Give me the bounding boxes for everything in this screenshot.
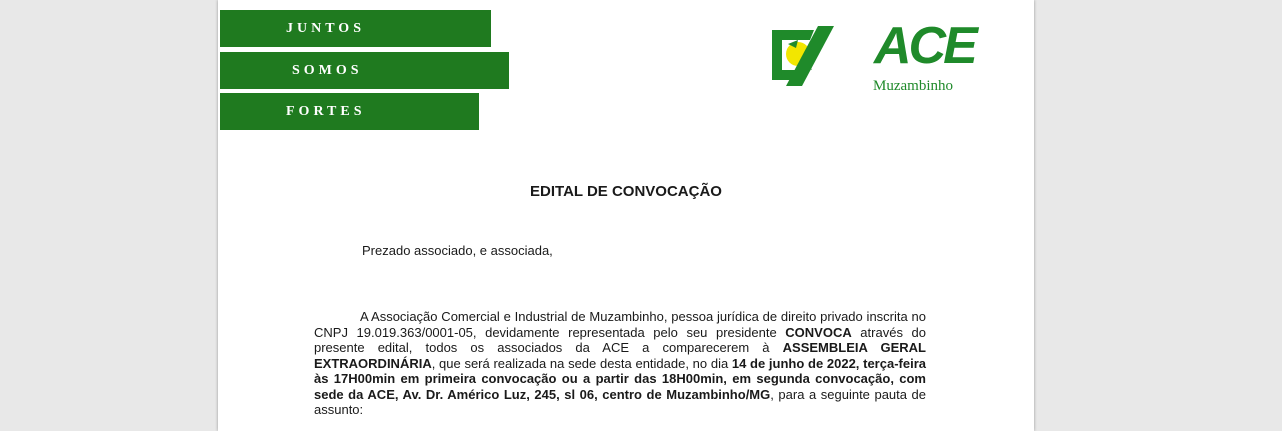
- ace-logo: [772, 17, 982, 108]
- banner-label: JUNTOS: [286, 21, 365, 36]
- banner-juntos: [220, 10, 491, 47]
- document-title: EDITAL DE CONVOCAÇÃO: [530, 183, 722, 200]
- banner-somos: [220, 52, 509, 89]
- body-paragraph: [314, 309, 926, 418]
- bold-run: ASSEMBLEIA GERAL EXTRAORDINÁRIA: [314, 340, 927, 371]
- bold-run: CONVOCA: [785, 324, 852, 340]
- bold-run: 14 de junho de 2022, terça-feira às 17H00min em primeira convocação ou a partir das 18H00min, em segunda convocação, com sede da ACE, Av. Dr. Américo Luz, 245, sl 06, centro de Muzambinho/MG: [314, 355, 926, 402]
- text-run: , para a seguinte pauta de assunto:: [314, 386, 926, 417]
- text-run: A Associação Comercial e Industrial de Muzambinho, pessoa jurídica de direito privado inscrita no CNPJ 19.019.363/0001-05, devidamente representada pelo seu presidente: [314, 309, 926, 340]
- text-run: através do presente edital, todos os associados da ACE a comparecerem à: [314, 324, 926, 355]
- logo-wordmark: ACE: [874, 17, 975, 75]
- banner-label: FORTES: [286, 104, 366, 119]
- text-run: , que será realizada na sede desta entidade, no dia: [431, 355, 732, 371]
- banner-label: SOMOS: [292, 63, 363, 78]
- logo-emblem-icon: [772, 26, 834, 86]
- greeting: Prezado associado, e associada,: [362, 243, 553, 258]
- logo-city: Muzambinho: [873, 78, 953, 94]
- document-page: [218, 0, 1034, 431]
- banner-fortes: [220, 93, 479, 130]
